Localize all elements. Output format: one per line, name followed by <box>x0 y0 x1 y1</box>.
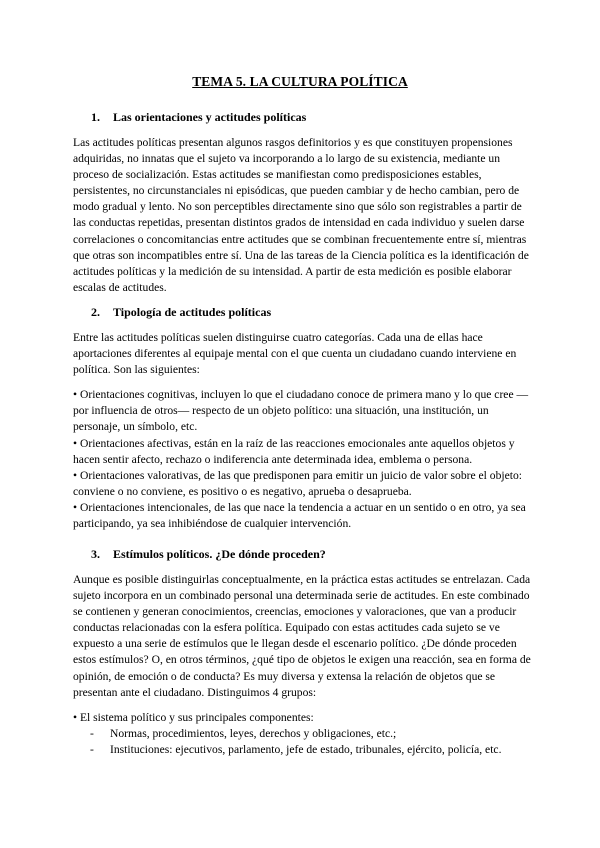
document-title: TEMA 5. LA CULTURA POLÍTICA <box>192 74 408 89</box>
list-item: • Orientaciones afectivas, están en la raíz de las reacciones emocionales ante aquellos objetos y hacen sentir afecto, rechazo o indiferencia ante determinada idea, emblema o persona. <box>73 436 515 466</box>
list-item <box>73 742 533 758</box>
dash-marker: - <box>90 726 94 740</box>
list-item: • Orientaciones intencionales, de las que nace la tendencia a actuar en un sentido o en otro, ya sea participando, ya sea inhibiéndose de cualquier intervención. <box>73 500 526 531</box>
section-3-body <box>73 572 533 758</box>
dash-item-text: Instituciones: ejecutivos, parlamento, jefe de estado, tribunales, ejército, policía, etc. <box>110 742 502 756</box>
list-item: • El sistema político y sus principales componentes: <box>73 710 314 724</box>
section-2-title: Tipología de actitudes políticas <box>113 305 272 319</box>
section-1-body <box>73 135 533 296</box>
section-1-number: 1. <box>91 110 100 124</box>
list-item <box>73 726 533 742</box>
dash-marker: - <box>90 742 94 756</box>
section-1-heading <box>91 110 306 125</box>
list-item: • Orientaciones valorativas, de las que predisponen para emitir un juicio de valor sobre el objeto: conviene o no conviene, es positivo o es negativo, aprueba o desaprueba. <box>73 468 522 498</box>
section-3-heading <box>91 547 326 562</box>
section-2-heading <box>91 305 271 320</box>
section-2-body <box>73 330 533 532</box>
section-1-paragraph: Las actitudes políticas presentan algunos rasgos definitorios y es que constituyen propensiones adquiridas, no innatas que el sujeto va incorporando a lo largo de su existencia, mediante un proceso de socialización. Estas actitudes se manifiestan como predisposiciones estables, persistentes, no circunstanciales ni episódicas, que pueden cambiar y de hecho cambian, pero de modo gradual y lento. No son perceptibles directamente sino que sólo son registrables a partir de las conductas repetidas, presentan distintos grados de intensidad en cada individuo y suelen darse correlaciones o concomitancias entre actitudes que se combinan frecuentemente entre sí, mientras que otras son incompatibles entre sí. Una de las tareas de la Ciencia política es la identificación de actitudes políticas y la medición de su intensidad. A partir de esta medición es posible elaborar escalas de actitudes. <box>73 136 529 294</box>
section-3-number: 3. <box>91 547 100 561</box>
dash-item-text: Normas, procedimientos, leyes, derechos y obligaciones, etc.; <box>110 726 397 740</box>
section-2-intro: Entre las actitudes políticas suelen distinguirse cuatro categorías. Cada una de ellas hace aportaciones diferentes al equipaje mental con el que cuenta un ciudadano cuando interviene en política. Son las siguientes: <box>73 331 517 377</box>
section-2-number: 2. <box>91 305 100 319</box>
list-item: • Orientaciones cognitivas, incluyen lo que el ciudadano conoce de primera mano y lo que cree —por influencia de otros— respecto de un objeto político: una situación, una institución, un personaje, un símbolo, etc. <box>73 388 529 434</box>
section-1-title: Las orientaciones y actitudes políticas <box>113 110 307 124</box>
section-3-paragraph: Aunque es posible distinguirlas conceptualmente, en la práctica estas actitudes se entrelazan. Cada sujeto incorpora en un combinado personal una determinada serie de actitudes. En este combinado se contienen y generan conocimientos, creencias, emociones y valoraciones, que van a producir conductas relacionadas con la esfera política. Equipado con estas actitudes cada sujeto se ve expuesto a una serie de estímulos que le llegan desde el escenario político. ¿De dónde proceden estos estímulos? O, en otros términos, ¿qué tipo de objetos le exigen una reacción, sea en forma de opinión, de emoción o de conducta? Es muy diversa y extensa la relación de objetos que se presentan ante el ciudadano. Distinguimos 4 grupos: <box>73 573 531 699</box>
section-3-title: Estímulos políticos. ¿De dónde proceden? <box>113 547 326 561</box>
